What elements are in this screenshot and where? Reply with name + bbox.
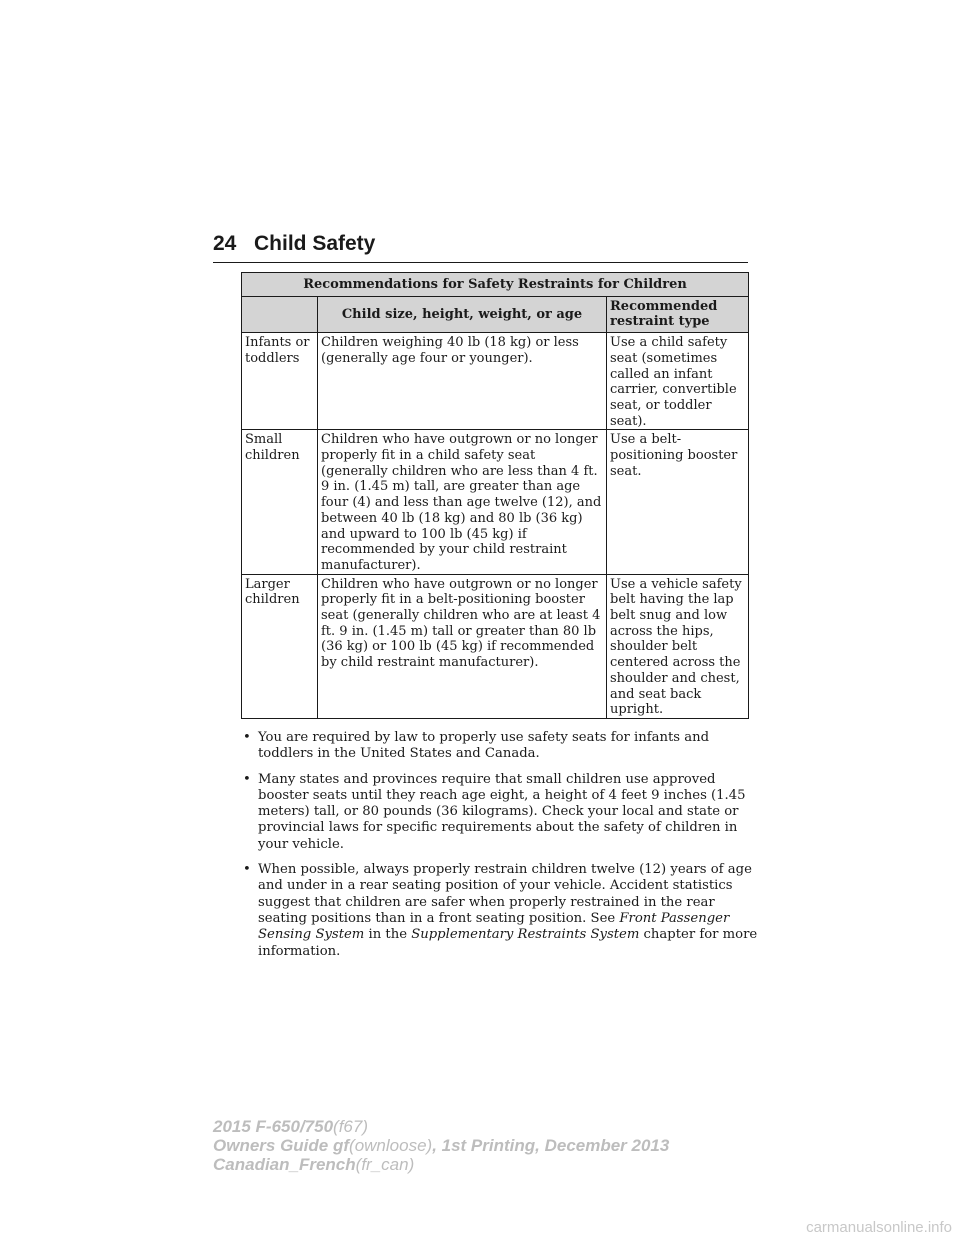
- table-row: [242, 333, 749, 430]
- row-child-size: Children weighing 40 lb (18 kg) or less (generally age four or younger).: [318, 333, 607, 430]
- footer-line-model: [213, 1117, 669, 1136]
- cross-reference-supplementary-restraints: Supplementary Restraints System: [411, 927, 640, 943]
- cross-reference-front-passenger-sensing: Front Passenger Sensing System: [258, 910, 730, 943]
- footer-language-code: (fr_can): [355, 1155, 415, 1174]
- footer-guide-code: (ownloose): [349, 1136, 433, 1155]
- table-caption: Recommendations for Safety Restraints for Children: [242, 273, 749, 297]
- row-category: Small children: [242, 430, 318, 574]
- footer-line-guide: [213, 1136, 669, 1155]
- bullet-text: Many states and provinces require that small children use approved booster seats until they reach age eight, a height of 4 feet 9 inches (1.45 meters) tall, or 80 pounds (36 kilograms). Check your local and state or provincial laws for specific requirements about the safety of children in your vehicle.: [258, 771, 746, 852]
- column-header-child-size: Child size, height, weight, or age: [318, 296, 607, 332]
- row-restraint-type: Use a child safety seat (sometimes called an infant carrier, convertible seat, or toddler seat).: [607, 333, 749, 430]
- column-header-restraint-type: Recommended restraint type: [607, 296, 749, 332]
- footer-guide: Owners Guide gf: [213, 1136, 350, 1155]
- row-category: Larger children: [242, 574, 318, 718]
- row-category: Infants or toddlers: [242, 333, 318, 430]
- list-item: [243, 772, 763, 853]
- table-row: [242, 574, 749, 718]
- row-restraint-type: Use a belt-positioning booster seat.: [607, 430, 749, 574]
- footer-model-code: (f67): [333, 1117, 369, 1136]
- page-header: [213, 228, 748, 263]
- watermark: carmanualsonline.info: [806, 1219, 952, 1236]
- bullet-text: chapter for more information.: [258, 927, 758, 959]
- row-restraint-type: Use a vehicle safety belt having the lap belt snug and low across the hips, shoulder belt centered across the shoulder and chest, and seat back upright.: [607, 574, 749, 718]
- bullet-text: You are required by law to properly use safety seats for infants and toddlers in the United States and Canada.: [258, 730, 710, 762]
- bullet-symbol: •: [243, 730, 251, 745]
- print-footer: [213, 1117, 669, 1174]
- footer-line-language: [213, 1155, 669, 1174]
- footer-model: 2015 F-650/750: [213, 1117, 334, 1136]
- page-number: 24: [213, 232, 237, 255]
- bullet-text: in the: [364, 927, 412, 943]
- bullet-symbol: •: [243, 862, 251, 878]
- safety-restraints-table: [241, 272, 749, 719]
- row-child-size: Children who have outgrown or no longer properly fit in a belt-positioning booster seat (generally children who are at least 4 ft. 9 in. (1.45 m) tall or greater than 80 lb (36 kg) or 100 lb (45 kg) if recommended by child restraint manufacturer).: [318, 574, 607, 718]
- bullet-symbol: •: [243, 771, 251, 787]
- safety-bullet-list: [243, 730, 763, 969]
- section-title: Child Safety: [254, 232, 376, 255]
- column-header-category: [242, 296, 318, 332]
- list-item: [243, 730, 763, 763]
- bullet-text: When possible, always properly restrain children twelve (12) years of age and under in a rear seating position of your vehicle. Accident statistics suggest that children are safer when properly restrained in the rear seating positions than in a front seating position. See: [258, 862, 752, 926]
- row-child-size: Children who have outgrown or no longer properly fit in a child safety seat (generally children who are less than 4 ft. 9 in. (1.45 m) tall, are greater than age four (4) and less than age twelve (12), and between 40 lb (18 kg) and 80 lb (36 kg) and upward to 100 lb (45 kg) if recommended by your child restraint manufacturer).: [318, 430, 607, 574]
- table-row: [242, 430, 749, 574]
- footer-printing: , 1st Printing, December 2013: [432, 1136, 670, 1155]
- list-item: [243, 862, 763, 960]
- footer-language: Canadian_French: [213, 1155, 356, 1174]
